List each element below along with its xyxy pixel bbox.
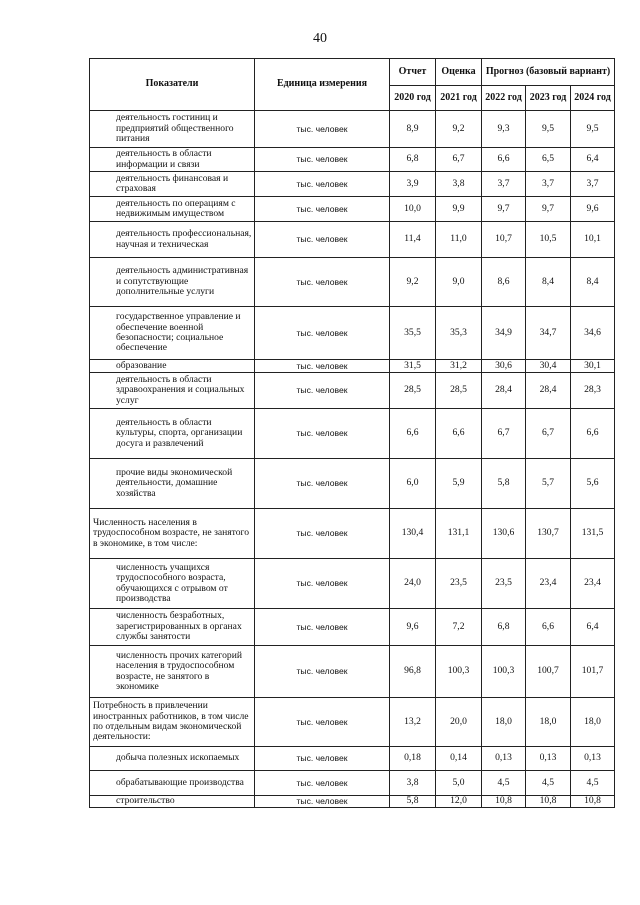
value-cell: 6,6: [436, 409, 482, 459]
value-cell: 100,7: [526, 646, 571, 698]
unit-cell: тыс. человек: [255, 609, 390, 646]
indicator-name: строительство: [90, 796, 255, 808]
value-cell: 0,13: [482, 747, 526, 771]
value-cell: 6,6: [390, 409, 436, 459]
unit-cell: тыс. человек: [255, 172, 390, 197]
value-cell: 8,6: [482, 258, 526, 307]
value-cell: 10,1: [571, 222, 615, 258]
value-cell: 28,4: [526, 373, 571, 409]
unit-cell: тыс. человек: [255, 771, 390, 796]
value-cell: 28,3: [571, 373, 615, 409]
indicator-name: деятельность профессиональная, научная и техническая: [90, 222, 255, 258]
value-cell: 23,5: [482, 559, 526, 609]
table-row: [90, 609, 615, 646]
indicator-name: государственное управление и обеспечение военной безопасности; социальное обеспечение: [90, 307, 255, 360]
value-cell: 96,8: [390, 646, 436, 698]
unit-cell: тыс. человек: [255, 222, 390, 258]
value-cell: 9,5: [571, 111, 615, 148]
value-cell: 23,4: [571, 559, 615, 609]
value-cell: 0,18: [390, 747, 436, 771]
value-cell: 20,0: [436, 698, 482, 747]
indicator-name: деятельность в области здравоохранения и социальных услуг: [90, 373, 255, 409]
value-cell: 6,0: [390, 459, 436, 509]
indicator-name: деятельность административная и сопутствующие дополнительные услуги: [90, 258, 255, 307]
value-cell: 100,3: [436, 646, 482, 698]
value-cell: 3,9: [390, 172, 436, 197]
value-cell: 6,7: [436, 148, 482, 172]
unit-cell: тыс. человек: [255, 698, 390, 747]
value-cell: 10,8: [571, 796, 615, 808]
table-row: [90, 222, 615, 258]
table-row: [90, 747, 615, 771]
value-cell: 6,4: [571, 609, 615, 646]
value-cell: 10,0: [390, 197, 436, 222]
header-unit: Единица измерения: [255, 59, 390, 111]
value-cell: 6,8: [390, 148, 436, 172]
value-cell: 6,8: [482, 609, 526, 646]
value-cell: 5,9: [436, 459, 482, 509]
value-cell: 28,5: [436, 373, 482, 409]
value-cell: 30,4: [526, 360, 571, 373]
value-cell: 9,0: [436, 258, 482, 307]
value-cell: 34,6: [571, 307, 615, 360]
header-year-2023: 2023 год: [526, 86, 571, 111]
value-cell: 30,6: [482, 360, 526, 373]
value-cell: 3,7: [526, 172, 571, 197]
unit-cell: тыс. человек: [255, 258, 390, 307]
value-cell: 35,5: [390, 307, 436, 360]
value-cell: 101,7: [571, 646, 615, 698]
value-cell: 131,1: [436, 509, 482, 559]
header-estimate: Оценка: [436, 59, 482, 86]
value-cell: 9,5: [526, 111, 571, 148]
value-cell: 9,2: [390, 258, 436, 307]
indicator-name: деятельность финансовая и страховая: [90, 172, 255, 197]
value-cell: 9,2: [436, 111, 482, 148]
value-cell: 24,0: [390, 559, 436, 609]
indicator-name: деятельность в области культуры, спорта, организации досуга и развлечений: [90, 409, 255, 459]
indicator-name: обрабатывающие производства: [90, 771, 255, 796]
table-row: [90, 646, 615, 698]
value-cell: 8,9: [390, 111, 436, 148]
indicator-name: деятельность в области информации и связи: [90, 148, 255, 172]
value-cell: 18,0: [571, 698, 615, 747]
header-year-2024: 2024 год: [571, 86, 615, 111]
value-cell: 10,8: [482, 796, 526, 808]
unit-cell: тыс. человек: [255, 360, 390, 373]
value-cell: 35,3: [436, 307, 482, 360]
value-cell: 4,5: [571, 771, 615, 796]
value-cell: 31,5: [390, 360, 436, 373]
indicator-name: прочие виды экономической деятельности, домашние хозяйства: [90, 459, 255, 509]
table-row: [90, 796, 615, 808]
unit-cell: тыс. человек: [255, 197, 390, 222]
value-cell: 6,6: [482, 148, 526, 172]
value-cell: 10,7: [482, 222, 526, 258]
table-row: [90, 111, 615, 148]
value-cell: 3,8: [436, 172, 482, 197]
unit-cell: тыс. человек: [255, 559, 390, 609]
indicator-name: численность учащихся трудоспособного возраста, обучающихся с отрывом от производства: [90, 559, 255, 609]
value-cell: 7,2: [436, 609, 482, 646]
table-body: [90, 111, 615, 808]
table-row: [90, 559, 615, 609]
value-cell: 13,2: [390, 698, 436, 747]
table-row: [90, 172, 615, 197]
value-cell: 6,6: [526, 609, 571, 646]
value-cell: 4,5: [526, 771, 571, 796]
value-cell: 30,1: [571, 360, 615, 373]
header-indicators: Показатели: [90, 59, 255, 111]
value-cell: 100,3: [482, 646, 526, 698]
header-year-2022: 2022 год: [482, 86, 526, 111]
value-cell: 28,4: [482, 373, 526, 409]
table-row: [90, 698, 615, 747]
page-number: 40: [313, 31, 327, 46]
header-year-2020: 2020 год: [390, 86, 436, 111]
value-cell: 10,8: [526, 796, 571, 808]
value-cell: 6,6: [571, 409, 615, 459]
table-row: [90, 771, 615, 796]
indicators-table: [89, 58, 615, 808]
value-cell: 5,8: [390, 796, 436, 808]
indicator-name: деятельность гостиниц и предприятий общественного питания: [90, 111, 255, 148]
value-cell: 6,7: [482, 409, 526, 459]
indicator-name: численность безработных, зарегистрированных в органах службы занятости: [90, 609, 255, 646]
unit-cell: тыс. человек: [255, 148, 390, 172]
value-cell: 10,5: [526, 222, 571, 258]
value-cell: 3,8: [390, 771, 436, 796]
value-cell: 23,4: [526, 559, 571, 609]
unit-cell: тыс. человек: [255, 373, 390, 409]
value-cell: 18,0: [482, 698, 526, 747]
value-cell: 130,6: [482, 509, 526, 559]
value-cell: 0,13: [526, 747, 571, 771]
indicator-name: образование: [90, 360, 255, 373]
value-cell: 18,0: [526, 698, 571, 747]
table-row: [90, 258, 615, 307]
unit-cell: тыс. человек: [255, 646, 390, 698]
value-cell: 4,5: [482, 771, 526, 796]
value-cell: 8,4: [526, 258, 571, 307]
value-cell: 3,7: [571, 172, 615, 197]
value-cell: 131,5: [571, 509, 615, 559]
value-cell: 31,2: [436, 360, 482, 373]
value-cell: 5,0: [436, 771, 482, 796]
indicator-name: деятельность по операциям с недвижимым имуществом: [90, 197, 255, 222]
table-row: [90, 459, 615, 509]
value-cell: 6,4: [571, 148, 615, 172]
header-forecast: Прогноз (базовый вариант): [482, 59, 615, 86]
table-row: [90, 307, 615, 360]
value-cell: 28,5: [390, 373, 436, 409]
value-cell: 0,13: [571, 747, 615, 771]
value-cell: 9,7: [482, 197, 526, 222]
value-cell: 34,9: [482, 307, 526, 360]
indicator-name: численность прочих категорий населения в трудоспособном возрасте, не занятого в экономике: [90, 646, 255, 698]
value-cell: 23,5: [436, 559, 482, 609]
indicator-name: добыча полезных ископаемых: [90, 747, 255, 771]
value-cell: 9,7: [526, 197, 571, 222]
table-row: [90, 360, 615, 373]
table-row: [90, 148, 615, 172]
value-cell: 9,3: [482, 111, 526, 148]
value-cell: 5,8: [482, 459, 526, 509]
value-cell: 3,7: [482, 172, 526, 197]
unit-cell: тыс. человек: [255, 459, 390, 509]
unit-cell: тыс. человек: [255, 509, 390, 559]
unit-cell: тыс. человек: [255, 111, 390, 148]
unit-cell: тыс. человек: [255, 307, 390, 360]
indicator-name: Численность населения в трудоспособном возрасте, не занятого в экономике, в том числе:: [90, 509, 255, 559]
value-cell: 130,7: [526, 509, 571, 559]
value-cell: 6,5: [526, 148, 571, 172]
unit-cell: тыс. человек: [255, 747, 390, 771]
unit-cell: тыс. человек: [255, 409, 390, 459]
unit-cell: тыс. человек: [255, 796, 390, 808]
value-cell: 9,6: [571, 197, 615, 222]
table-row: [90, 373, 615, 409]
value-cell: 11,4: [390, 222, 436, 258]
value-cell: 9,6: [390, 609, 436, 646]
value-cell: 34,7: [526, 307, 571, 360]
value-cell: 11,0: [436, 222, 482, 258]
table-row: [90, 409, 615, 459]
value-cell: 0,14: [436, 747, 482, 771]
value-cell: 130,4: [390, 509, 436, 559]
table-row: [90, 509, 615, 559]
table-row: [90, 197, 615, 222]
value-cell: 9,9: [436, 197, 482, 222]
value-cell: 6,7: [526, 409, 571, 459]
header-year-2021: 2021 год: [436, 86, 482, 111]
header-report: Отчет: [390, 59, 436, 86]
indicator-name: Потребность в привлечении иностранных работников, в том числе по отдельным видам экономической деятельности:: [90, 698, 255, 747]
value-cell: 5,7: [526, 459, 571, 509]
value-cell: 12,0: [436, 796, 482, 808]
value-cell: 8,4: [571, 258, 615, 307]
value-cell: 5,6: [571, 459, 615, 509]
